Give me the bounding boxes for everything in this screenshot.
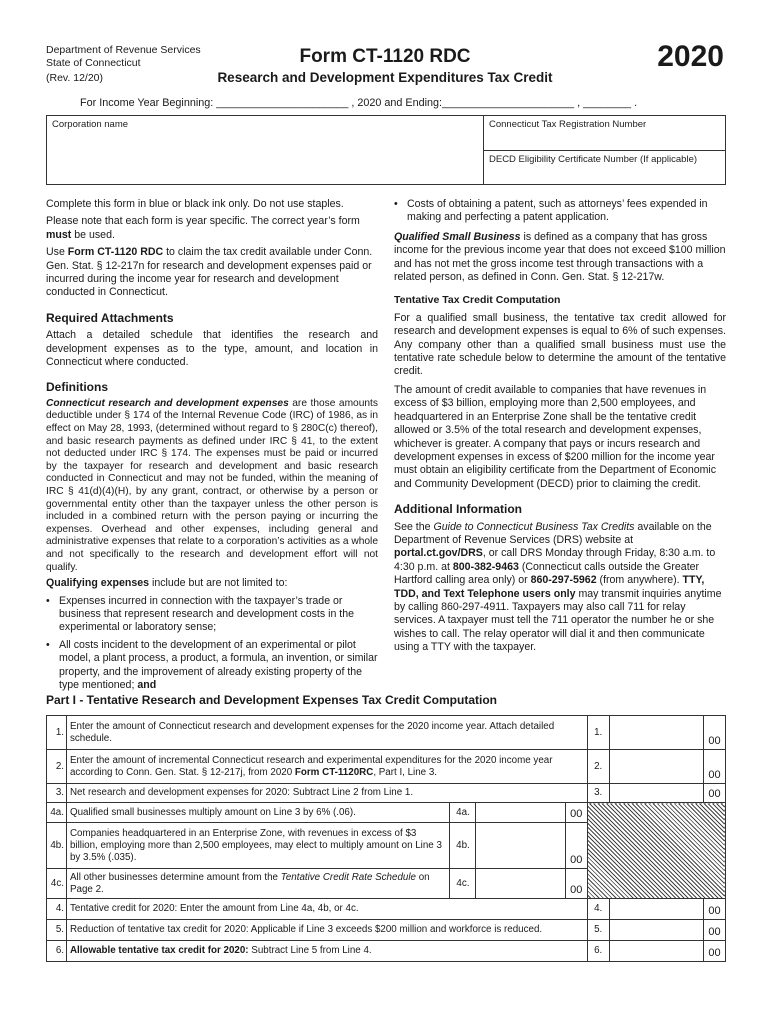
qualified-small-business-def: Qualified Small Business is defined as a company that has gross income for the previous income year that does not exceed $100 million and has not met the gross income test through transactions with a related person, as defined in Conn. Gen. Stat. § 12-217w. xyxy=(394,230,726,284)
line2-text: Enter the amount of incremental Connecticut research and experimental expenditures for the 2020 income year according to Conn. Gen. Stat. § 12-217j, from 2020 Form CT-1120RC, Part I, Line 3. xyxy=(66,750,587,784)
table-row: 4b. Companies headquartered in an Enterprise Zone, with revenues in excess of $3 billion, employing more than 2,500 employees, may elect to multiply amount on Line 3 by 3.5% (.035). 4b. 00 xyxy=(47,823,726,869)
decd-certificate-label: DECD Eligibility Certificate Number (If applicable) xyxy=(489,154,698,165)
corporation-name-label: Corporation name xyxy=(52,119,129,130)
line6-amount[interactable] xyxy=(609,941,703,962)
corporation-name-field[interactable] xyxy=(46,115,484,185)
decd-certificate-field[interactable] xyxy=(483,150,726,185)
line4-amount[interactable] xyxy=(609,899,703,920)
required-attachments-heading: Required Attachments xyxy=(46,310,174,325)
tentative-credit-text-2: The amount of credit available to companies that have revenues in excess of $3 billion, employing more than 2,500 employees, and headquartered in an Enterprise Zone shall be the tentative credit allowed or 3.5% of the total research and development expenses, whichever is greater. A company that pays or incurs research and development expenses in excess of $200 million for the income year must obtain an eligibility certificate from the Department of Economic and Community Development (DECD) prior to claiming the credit. xyxy=(394,383,717,490)
line2-amount[interactable] xyxy=(609,750,703,784)
tentative-credit-text-1: For a qualified small business, the tentative tax credit allowed for research and development expenses is equal to 6% of such expenses. Any company other than a qualified small business must use the tentative rate schedule below to determine the amount of the tentative credit. xyxy=(394,311,726,378)
line5-amount[interactable] xyxy=(609,920,703,941)
ct-registration-label: Connecticut Tax Registration Number xyxy=(489,119,647,130)
line4c-text: All other businesses determine amount from the Tentative Credit Rate Schedule on Page 2. xyxy=(66,869,449,899)
line1-amount[interactable] xyxy=(609,716,703,750)
definition-rd-expenses: Connecticut research and development expenses are those amounts deductible under § 174 of the Internal Revenue Code (IRC) of 1986, as in effect on May 28, 1993, (determined without regard to § 280C(c) thereof), and basic research payments as defined under IRC § 41, to the extent not deducted under IRC § 174. The expenses must be paid or incurred by the taxpayer for research and development and basic research conducted in Connecticut and may not be funded, within the meaning of IRC § 41(d)(4)(H), by any grant, contract, or otherwise by a person or governmental entity other than the taxpayer unless the other person is included in a combined return with the person paying or incurring the expenses. Overhead and other expenses, including general and administrative expenses that relate to a corporation’s activities as a whole and not specifically to the research and development effort will not qualify. xyxy=(46,397,378,573)
state-name: State of Connecticut xyxy=(46,56,141,69)
qualifying-expenses-intro: Qualifying expenses include but are not limited to: xyxy=(46,577,288,590)
left-column xyxy=(46,198,378,692)
tax-year: 2020 xyxy=(657,40,724,73)
line4c-amount[interactable] xyxy=(476,869,565,899)
line4-text: Tentative credit for 2020: Enter the amount from Line 4a, 4b, or 4c. xyxy=(66,899,587,920)
qualifying-bullet-1: • Expenses incurred in connection with the taxpayer’s trade or business that represent research and development costs in the experimental or laboratory sense; xyxy=(46,595,378,635)
ink-instruction: Complete this form in blue or black ink only. Do not use staples. xyxy=(46,198,344,210)
tentative-credit-heading: Tentative Tax Credit Computation xyxy=(394,294,561,307)
hatched-area xyxy=(587,803,725,899)
income-year-line[interactable]: For Income Year Beginning: ______________________ , 2020 and Ending:______________________ , ________ . xyxy=(80,97,638,109)
usage-note: Use Form CT-1120 RDC to claim the tax credit available under Conn. Gen. Stat. § 12-217n for research and development expenses paid or incurred during the income year for research and development conducted in Connecticut. xyxy=(46,246,373,299)
table-row: 4. Tentative credit for 2020: Enter the amount from Line 4a, 4b, or 4c. 4. 00 xyxy=(47,899,726,920)
line1-text: Enter the amount of Connecticut research and development expenses for the 2020 income year. Attach detailed schedule. xyxy=(66,716,587,750)
table-row: 5. Reduction of tentative tax credit for 2020: Applicable if Line 3 exceeds $200 million and workforce is reduced. 5. 00 xyxy=(47,920,726,941)
table-row: 4c. All other businesses determine amount from the Tentative Credit Rate Schedule on Page 2. 4c. 00 xyxy=(47,869,726,899)
revision: (Rev. 12/20) xyxy=(46,72,103,84)
table-row: 4a. Qualified small businesses multiply amount on Line 3 by 6% (.06). 4a. 00 xyxy=(47,803,726,823)
right-column xyxy=(394,198,726,655)
qualifying-bullet-3: • Costs of obtaining a patent, such as attorneys’ fees expended in making and perfecting a patent application. xyxy=(394,198,726,225)
table-row: 2. Enter the amount of incremental Connecticut research and experimental expenditures for the 2020 income year according to Conn. Gen. Stat. § 12-217j, from 2020 Form CT-1120RC, Part I, Line 3. 2. 00 xyxy=(47,750,726,784)
line3-text: Net research and development expenses for 2020: Subtract Line 2 from Line 1. xyxy=(66,784,587,803)
table-row: 3. Net research and development expenses for 2020: Subtract Line 2 from Line 1. 3. 00 xyxy=(47,784,726,803)
qualifying-bullet-2: • All costs incident to the development of an experimental or pilot model, a plant process, a product, a formula, an invention, or similar property, and the improvement of already existing property of the type mentioned; and xyxy=(46,639,378,693)
part1-heading: Part I - Tentative Research and Development Expenses Tax Credit Computation xyxy=(46,693,498,707)
year-specific-note: Please note that each form is year specific. The correct year’s form must be used. xyxy=(46,215,360,241)
line5-text: Reduction of tentative tax credit for 2020: Applicable if Line 3 exceeds $200 million and workforce is reduced. xyxy=(66,920,587,941)
additional-info-text: See the Guide to Connecticut Business Tax Credits available on the Department of Revenue Services (DRS) website at portal.ct.gov/DRS, or call DRS Monday through Friday, 8:30 a.m. to 4:30 p.m. at 800-382-9463 (Connecticut calls outside the Greater Hartford calling area only) or 860-297-5962 (from anywhere). TTY, TDD, and Text Telephone users only may transmit inquiries anytime by calling 860-297-4911. Taxpayers may also call 711 for relay services. A taxpayer must tell the 711 operator the number he or she wishes to call. The relay operator will dial it and then communicate using a TTY with the taxpayer. xyxy=(394,520,722,654)
form-title: Form CT-1120 RDC xyxy=(299,46,471,67)
line4b-amount[interactable] xyxy=(476,823,565,869)
table-row: 1. Enter the amount of Connecticut research and development expenses for the 2020 income year. Attach detailed schedule. 1. 00 xyxy=(47,716,726,750)
additional-info-heading: Additional Information xyxy=(394,502,522,517)
table-row: 6. Allowable tentative tax credit for 2020: Subtract Line 5 from Line 4. 6. 00 xyxy=(47,941,726,962)
line4b-text: Companies headquartered in an Enterprise Zone, with revenues in excess of $3 billion, employing more than 2,500 employees, may elect to multiply amount on Line 3 by 3.5% (.035). xyxy=(66,823,449,869)
dept-name: Department of Revenue Services xyxy=(46,44,201,56)
definitions-heading: Definitions xyxy=(46,380,108,395)
part1-table xyxy=(46,715,726,962)
line6-text: Allowable tentative tax credit for 2020: Subtract Line 5 from Line 4. xyxy=(66,941,587,962)
line3-amount[interactable] xyxy=(609,784,703,803)
form-subtitle: Research and Development Expenditures Tax Credit xyxy=(217,70,553,85)
required-attachments-text: Attach a detailed schedule that identifies the research and development expenses as to the type, amount, and location in Connecticut where conducted. xyxy=(46,329,378,369)
drs-website-link[interactable]: portal.ct.gov/DRS xyxy=(394,547,483,560)
line4a-text: Qualified small businesses multiply amount on Line 3 by 6% (.06). xyxy=(66,803,449,823)
ct-registration-field[interactable] xyxy=(483,115,726,151)
line4a-amount[interactable] xyxy=(476,803,565,823)
